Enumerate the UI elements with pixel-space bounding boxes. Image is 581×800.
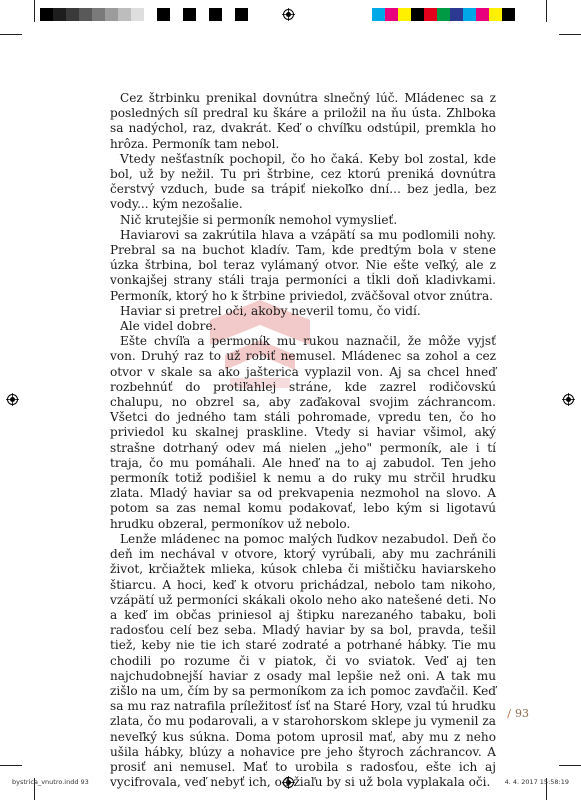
color-swatch [385, 8, 398, 21]
color-swatch [463, 8, 476, 21]
gray-swatch [66, 8, 79, 21]
gray-swatch [40, 8, 53, 21]
paragraph: Haviar si pretrel oči, akoby neveril tomu, čo vidí. [120, 303, 421, 318]
registration-mark-top [282, 8, 295, 21]
gray-swatch [118, 8, 131, 21]
registration-mark-left [6, 393, 19, 406]
paragraph: Lenže mládenec na pomoc malých ľudkov nezabudol. Deň čo deň im nechával v otvore, ktorý vyrúbali, aby mu zachránili život, krčiažtek mlieka, kúsok chleba či mištičku haviarskeho štiarcu. A hoci, keď k otvoru prichádzal, nebolo tam nikoho, vzápätí už permoníci skákali okolo neho ako natešené deti. No a keď im občas priniesol aj štipku narezaného tabaku, boli radosťou celí bez seba. Mladý haviar by sa bol, pravda, tešil tiež, keby nie tie ich staré zodraté a potrhané hábky. Tie mu chodili po rozume či v piatok, či vo sviatok. Veď aj ten najchudobnejší haviar z osady mal lepšie než oni. A tak mu zišlo na um, čím by sa permoníkom za ich pomoc zavďačil. Keď sa mu raz natrafila príležitosť ísť na Staré Hory, vzal tú hrudku zlata, čo mu podarovali, a v starohorskom sklepe ju vymenil za neveľký kus súkna. Doma potom uprosil mať, aby mu z neho ušila hábky, blúzy a nohavice pre jeho štyroch záchrancov. A prosiť ani nemusel. Mať to urobila s radosťou, ešte ich aj vycifrovala, veď nebyť ich, od žiaľu by si už bola vyplakala oči. [110, 531, 496, 790]
folio-number: 93 [515, 707, 529, 720]
paragraph: Ale videl dobre. [120, 319, 217, 334]
gray-swatch [79, 8, 92, 21]
registration-mark-right [562, 393, 575, 406]
folio-slash: / [507, 707, 511, 720]
gray-swatch [157, 8, 170, 21]
color-swatch [372, 8, 385, 21]
gray-swatch [92, 8, 105, 21]
crop-mark-top-left-v [34, 0, 35, 22]
process-color-bar [372, 8, 528, 21]
color-swatch [411, 8, 424, 21]
page-number [507, 707, 529, 720]
gray-swatch [131, 8, 144, 21]
gray-swatch [105, 8, 118, 21]
gray-swatch [209, 8, 222, 21]
paragraph: Haviarovi sa zakrútila hlava a vzápätí sa mu podlomili nohy. Prebral sa na buchot kladív. Tam, kde predtým bola v stene úzka štrbina, bol teraz vylámaný otvor. Nie ešte veľký, ale z vonkajšej strany stáli traja permoníci a tĺkli doň kladivkami. Permoník, ktorý ho k štrbine priviedol, zväčšoval otvor znútra. [110, 227, 496, 303]
color-swatch [502, 8, 515, 21]
paragraph: Vtedy nešťastník pochopil, čo ho čaká. Keby bol zostal, kde bol, už by nežil. Tu pri štrbine, cez ktorú preniká dovnútra čerstvý vzduch, bude sa trápiť niekoľko dní... bez jedla, bez vody... kým nezošalie. [110, 151, 496, 212]
gray-swatch [144, 8, 157, 21]
slug-file-info: bystrica_vnutro.indd 93 [12, 778, 89, 786]
color-swatch [476, 8, 489, 21]
crop-mark-top-left-h [0, 34, 22, 35]
grayscale-color-bar [40, 8, 248, 21]
gray-swatch [170, 8, 183, 21]
crop-mark-top-right-h [559, 34, 581, 35]
color-swatch [450, 8, 463, 21]
gray-swatch [196, 8, 209, 21]
crop-mark-bottom-left-h [0, 765, 22, 766]
color-swatch [515, 8, 528, 21]
crop-mark-bottom-right-h [559, 765, 581, 766]
paragraph: Ešte chvíľa a permoník mu rukou naznačil, že môže vyjsť von. Druhý raz to už robiť nemusel. Mládenec sa zohol a cez otvor v skale sa ako jašterica vyplazil von. Aj sa chcel hneď rozbehnúť do protiľahlej stráne, kde zazrel rodičovskú chalupu, no obzrel sa, aby zaďakoval svojim záchrancom. Všetci do jedného tam stáli pohromade, vpredu ten, čo ho priviedol ku skalnej prasklinе. Vtedy si haviar všimol, aký strašne dotrhaný odev má nielen „jeho" permoník, ale i tí traja, čo mu pomáhali. Ale hneď na to aj zabudol. Ten jeho permoník totiž podišiel k nemu a do ruky mu strčil hrudku zlata. Mladý haviar sa od prekvapenia nezmohol na slovo. A potom sa zas nemal komu podakovať, lebo kým si ligotavú hrudku obzeral, permoníkov už nebolo. [110, 334, 496, 531]
crop-mark-top-right-v [546, 0, 547, 22]
gray-swatch [222, 8, 235, 21]
color-swatch [437, 8, 450, 21]
gray-swatch [235, 8, 248, 21]
paragraph: Cez štrbinku prenikal dovnútra slnečný lúč. Mládenec sa z posledných síl predral ku škáre a priložil na ňu ústa. Zhlboka sa nadýchol, raz, dvakrát. Keď o chvíľku odstúpil, premkla ho hrôza. Permoník tam nebol. [110, 91, 496, 151]
gray-swatch [53, 8, 66, 21]
paragraph: Nič krutejšie si permoník nemohol vymyslieť. [120, 212, 398, 227]
color-swatch [489, 8, 502, 21]
color-swatch [398, 8, 411, 21]
body-text [110, 91, 496, 790]
slug-timestamp: 4. 4. 2017 15:58:19 [504, 778, 569, 786]
gray-swatch [183, 8, 196, 21]
color-swatch [424, 8, 437, 21]
